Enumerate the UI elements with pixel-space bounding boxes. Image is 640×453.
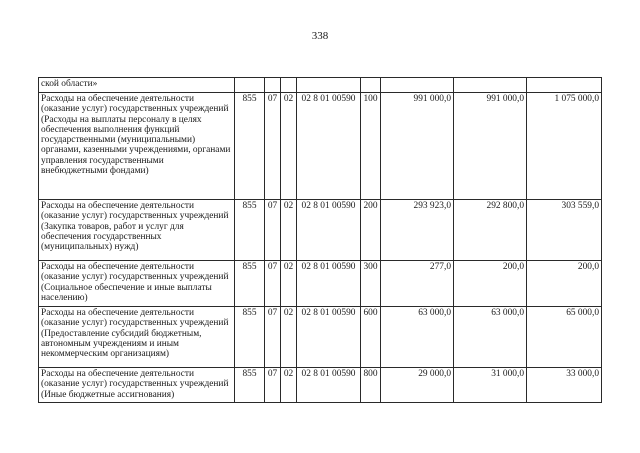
amount-year-2: 31 000,0	[454, 368, 527, 403]
empty-cell	[281, 78, 297, 93]
section-code: 07	[265, 307, 281, 368]
empty-cell	[361, 78, 381, 93]
subsection-code: 02	[281, 261, 297, 307]
amount-year-1: 63 000,0	[381, 307, 454, 368]
subsection-code: 02	[281, 368, 297, 403]
ministry-code: 855	[235, 200, 265, 261]
amount-year-1: 277,0	[381, 261, 454, 307]
expense-type-code: 800	[361, 368, 381, 403]
amount-year-3: 200,0	[527, 261, 602, 307]
row-description: Расходы на обеспечение деятельности (оказание услуг) государственных учреждений (Предоставление субсидий бюджетным, автономным учреждениям и иным некоммерческим организациям)	[39, 307, 235, 368]
page-number: 338	[311, 30, 329, 42]
budget-table	[38, 77, 602, 403]
amount-year-2: 292 800,0	[454, 200, 527, 261]
row-description: Расходы на обеспечение деятельности (оказание услуг) государственных учреждений (Закупка товаров, работ и услуг для обеспечения государственных (муниципальных) нужд)	[39, 200, 235, 261]
amount-year-1: 29 000,0	[381, 368, 454, 403]
empty-cell	[527, 78, 602, 93]
amount-year-3: 303 559,0	[527, 200, 602, 261]
section-code: 07	[265, 261, 281, 307]
table-row	[39, 307, 602, 368]
table-row	[39, 93, 602, 200]
section-code: 07	[265, 200, 281, 261]
empty-cell	[297, 78, 361, 93]
subsection-code: 02	[281, 307, 297, 368]
amount-year-2: 200,0	[454, 261, 527, 307]
subsection-code: 02	[281, 93, 297, 200]
ministry-code: 855	[235, 307, 265, 368]
target-article-code: 02 8 01 00590	[297, 307, 361, 368]
amount-year-1: 293 923,0	[381, 200, 454, 261]
empty-cell	[235, 78, 265, 93]
amount-year-2: 63 000,0	[454, 307, 527, 368]
ministry-code: 855	[235, 261, 265, 307]
expense-type-code: 100	[361, 93, 381, 200]
section-code: 07	[265, 368, 281, 403]
empty-cell	[381, 78, 454, 93]
target-article-code: 02 8 01 00590	[297, 368, 361, 403]
empty-cell	[454, 78, 527, 93]
section-code: 07	[265, 93, 281, 200]
ministry-code: 855	[235, 368, 265, 403]
expense-type-code: 600	[361, 307, 381, 368]
amount-year-2: 991 000,0	[454, 93, 527, 200]
table-row-continuation	[39, 78, 602, 93]
amount-year-3: 65 000,0	[527, 307, 602, 368]
amount-year-3: 1 075 000,0	[527, 93, 602, 200]
target-article-code: 02 8 01 00590	[297, 200, 361, 261]
target-article-code: 02 8 01 00590	[297, 261, 361, 307]
table-row	[39, 200, 602, 261]
row-description: Расходы на обеспечение деятельности (оказание услуг) государственных учреждений (Расходы на выплаты персоналу в целях обеспечения выполнения функций государственными (муниципальными) органами, казенными учреждениями, органами управления государственными внебюджетными фондами)	[39, 93, 235, 200]
row-description: ской области»	[39, 78, 235, 93]
ministry-code: 855	[235, 93, 265, 200]
expense-type-code: 300	[361, 261, 381, 307]
table-row	[39, 368, 602, 403]
expense-type-code: 200	[361, 200, 381, 261]
target-article-code: 02 8 01 00590	[297, 93, 361, 200]
table-row	[39, 261, 602, 307]
amount-year-1: 991 000,0	[381, 93, 454, 200]
empty-cell	[265, 78, 281, 93]
subsection-code: 02	[281, 200, 297, 261]
row-description: Расходы на обеспечение деятельности (оказание услуг) государственных учреждений (Социальное обеспечение и иные выплаты населению)	[39, 261, 235, 307]
row-description: Расходы на обеспечение деятельности (оказание услуг) государственных учреждений (Иные бюджетные ассигнования)	[39, 368, 235, 403]
amount-year-3: 33 000,0	[527, 368, 602, 403]
